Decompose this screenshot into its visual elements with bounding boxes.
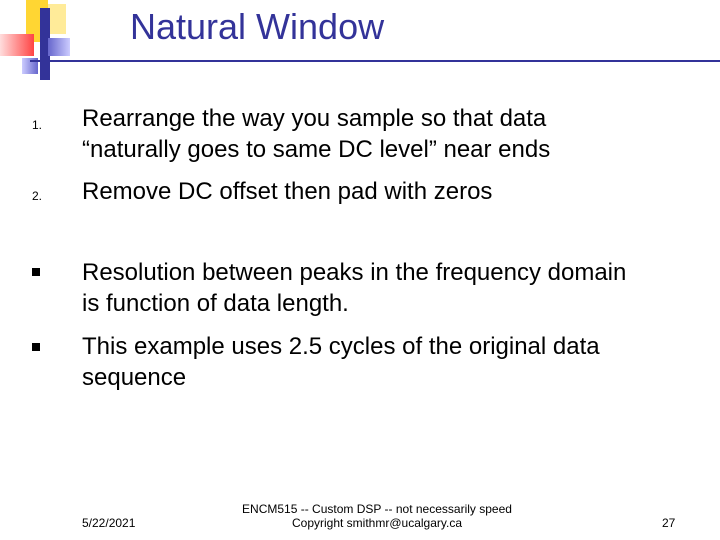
yellow-block-fade — [48, 4, 66, 34]
list-marker-2: 2. — [32, 189, 43, 203]
bullet-item-2-line-2: sequence — [82, 364, 187, 391]
bullet-item-1-line-1: Resolution between peaks in the frequency domain — [82, 259, 627, 286]
corner-decoration — [0, 0, 80, 80]
square-bullet-icon — [32, 343, 40, 351]
list-item-2-line-1: Remove DC offset then pad with zeros — [82, 178, 493, 205]
footer-course-line: ENCM515 -- Custom DSP -- not necessarily speed — [242, 502, 512, 516]
footer-center-text — [232, 502, 522, 530]
blue-block — [48, 38, 70, 56]
page-number: 27 — [662, 516, 676, 530]
bullet-item-1 — [82, 257, 720, 319]
bullet-item-1-line-2: is function of data length. — [82, 290, 349, 317]
list-item-1-line-2: “naturally goes to same DC level” near ends — [82, 136, 551, 163]
footer-copyright-line: Copyright smithmr@ucalgary.ca — [291, 516, 462, 530]
footer-date: 5/22/2021 — [82, 516, 136, 530]
bullet-item-2-line-1: This example uses 2.5 cycles of the original data — [82, 333, 600, 360]
slide-title: Natural Window — [130, 6, 385, 47]
list-marker-1: 1. — [32, 118, 43, 132]
list-item-2 — [82, 176, 720, 207]
title-underline — [30, 60, 720, 62]
red-block — [0, 34, 34, 56]
list-item-1 — [82, 103, 720, 165]
bullet-item-2 — [82, 331, 720, 393]
square-bullet-icon — [32, 268, 40, 276]
list-item-1-line-1: Rearrange the way you sample so that data — [82, 105, 547, 132]
